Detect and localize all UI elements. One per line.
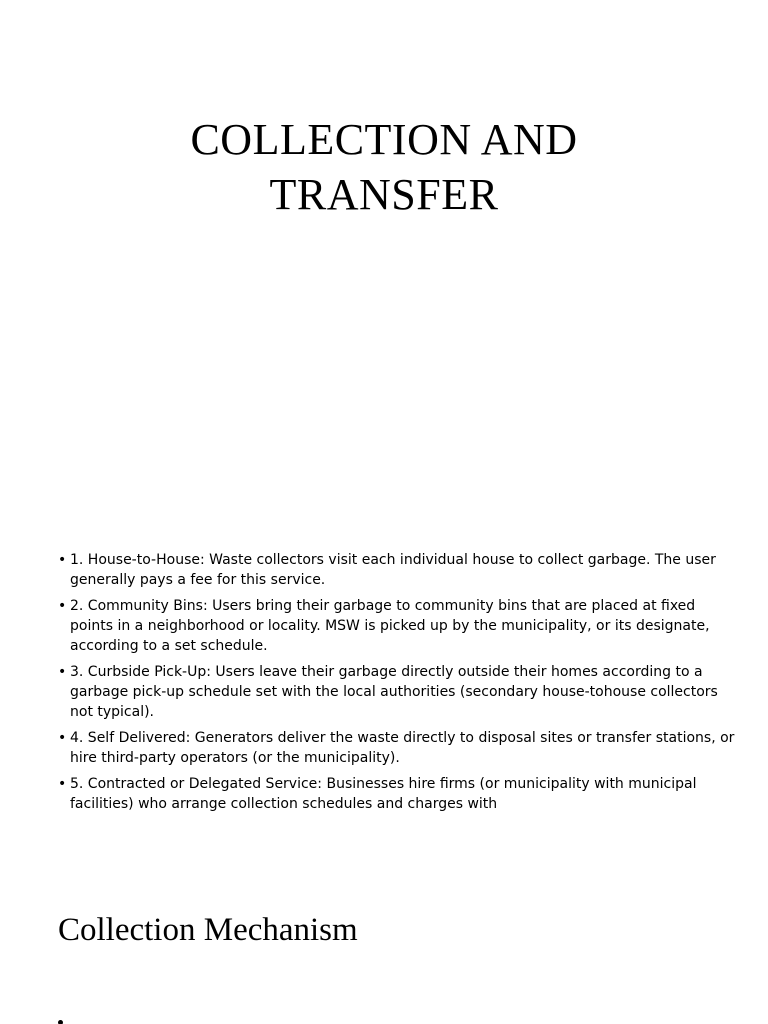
list-item [58, 662, 738, 722]
list-item-text: 4. Self Delivered: Generators deliver the waste directly to disposal sites or transfer stations, or hire third-party operators (or the municipality). [70, 730, 735, 766]
list-item [58, 550, 738, 590]
bullet-icon: • [58, 552, 67, 568]
section-heading: Collection Mechanism [58, 912, 358, 948]
list-item-text: 2. Community Bins: Users bring their garbage to community bins that are placed at fixed points in a neighborhood or locality. MSW is picked up by the municipality, or its designate, according to a set schedule. [70, 598, 710, 654]
list-item-text: 1. House-to-House: Waste collectors visit each individual house to collect garbage. The user generally pays a fee for this service. [70, 552, 716, 588]
bullet-icon: • [58, 664, 67, 680]
slide-title [84, 112, 684, 222]
collection-methods-list [58, 550, 738, 820]
list-item-text: 3. Curbside Pick-Up: Users leave their garbage directly outside their homes according to a garbage pick-up schedule set with the local authorities (secondary house-tohouse collectors not typical). [70, 664, 718, 720]
bullet-icon: • [58, 598, 67, 614]
list-item [58, 774, 738, 814]
list-item [58, 728, 738, 768]
cut-off-bullet-icon [58, 1014, 88, 1024]
slide-title-line-1: COLLECTION AND [190, 115, 578, 164]
bullet-icon: • [58, 776, 67, 792]
list-item-text: 5. Contracted or Delegated Service: Businesses hire firms (or municipality with municipal facilities) who arrange collection schedules and charges with [70, 776, 697, 812]
list-item [58, 596, 738, 656]
slide-title-line-2: TRANSFER [269, 170, 499, 219]
bullet-icon: • [58, 730, 67, 746]
